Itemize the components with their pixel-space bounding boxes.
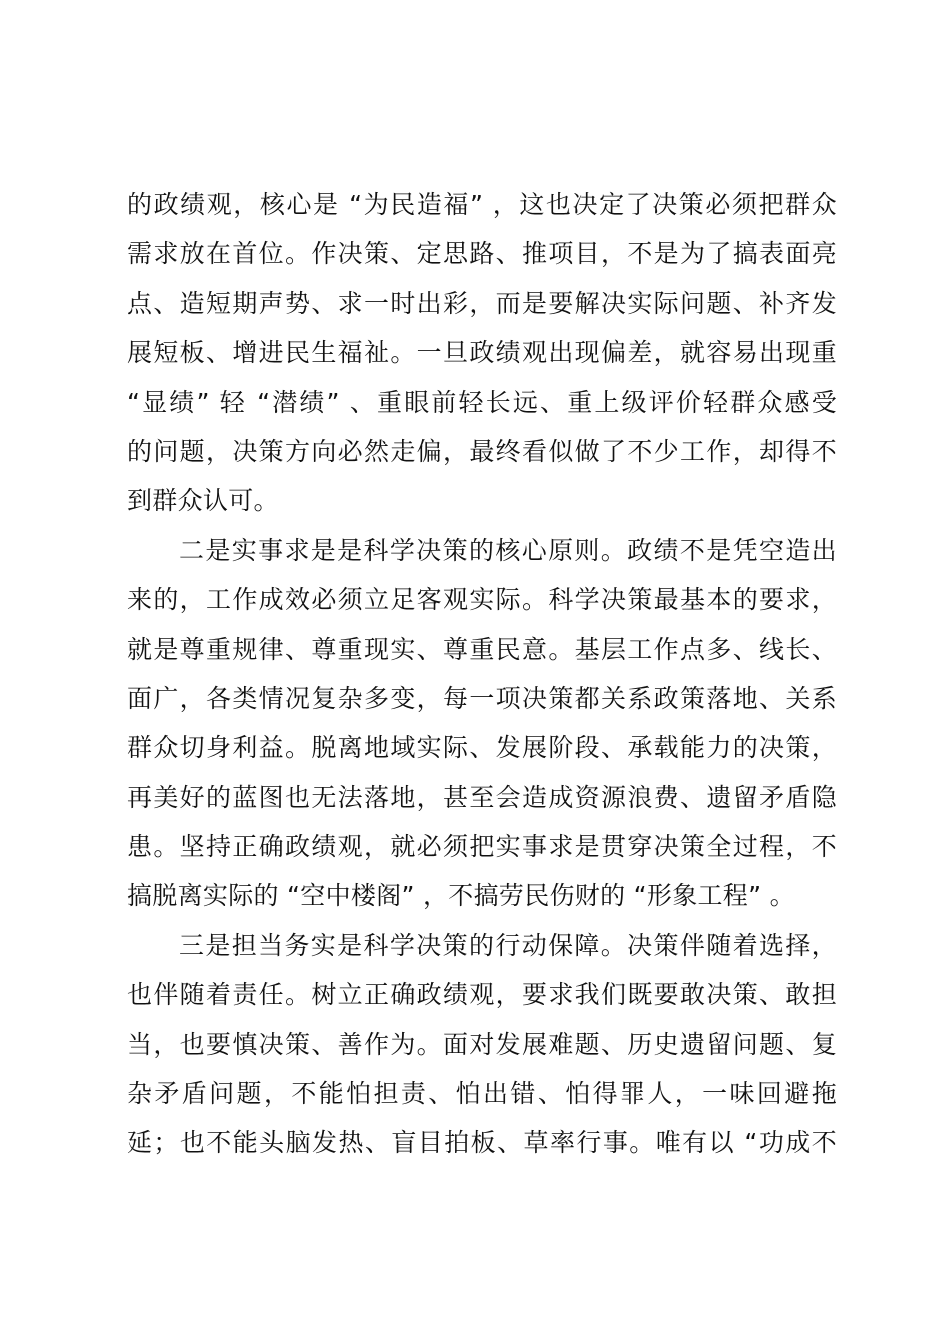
text-line: 需求放在首位。作决策、定思路、推项目，不是为了搞表面亮 bbox=[127, 239, 837, 269]
text-line: 的问题，决策方向必然走偏，最终看似做了不少工作，却得不 bbox=[127, 436, 837, 466]
text-line: 延；也不能头脑发热、盲目拍板、草率行事。唯有以 “功成不 bbox=[127, 1128, 837, 1158]
text-line: 就是尊重规律、尊重现实、尊重民意。基层工作点多、线长、 bbox=[127, 634, 837, 664]
document-body bbox=[127, 180, 837, 1168]
text-line: 患。坚持正确政绩观，就必须把实事求是贯穿决策全过程，不 bbox=[127, 832, 837, 862]
text-line: 三是担当务实是科学决策的行动保障。决策伴随着选择， bbox=[179, 930, 837, 960]
text-line: 再美好的蓝图也无法落地，甚至会造成资源浪费、遗留矛盾隐 bbox=[127, 782, 837, 812]
paragraph-three bbox=[127, 921, 837, 1168]
text-line: 点、造短期声势、求一时出彩，而是要解决实际问题、补齐发 bbox=[127, 288, 837, 318]
paragraph-two bbox=[127, 526, 837, 921]
text-line: 面广，各类情况复杂多变，每一项决策都关系政策落地、关系 bbox=[127, 683, 837, 713]
text-line: 群众切身利益。脱离地域实际、发展阶段、承载能力的决策， bbox=[127, 733, 837, 763]
text-line: 也伴随着责任。树立正确政绩观，要求我们既要敢决策、敢担 bbox=[127, 980, 837, 1010]
text-line: 当，也要慎决策、善作为。面对发展难题、历史遗留问题、复 bbox=[127, 1029, 837, 1059]
text-line: “显绩” 轻 “潜绩” 、重眼前轻长远、重上级评价轻群众感受 bbox=[127, 387, 837, 417]
text-line: 搞脱离实际的 “空中楼阁” ，不搞劳民伤财的 “形象工程” 。 bbox=[127, 881, 795, 911]
text-line: 展短板、增进民生福祉。一旦政绩观出现偏差，就容易出现重 bbox=[127, 338, 837, 368]
paragraph-continuation bbox=[127, 180, 837, 526]
text-line: 杂矛盾问题，不能怕担责、怕出错、怕得罪人，一味回避拖 bbox=[127, 1079, 837, 1109]
text-line: 的政绩观，核心是 “为民造福” ，这也决定了决策必须把群众 bbox=[127, 190, 837, 219]
text-line: 二是实事求是是科学决策的核心原则。政绩不是凭空造出 bbox=[179, 535, 837, 565]
text-line: 到群众认可。 bbox=[127, 486, 279, 516]
text-line: 来的，工作成效必须立足客观实际。科学决策最基本的要求， bbox=[127, 585, 837, 615]
